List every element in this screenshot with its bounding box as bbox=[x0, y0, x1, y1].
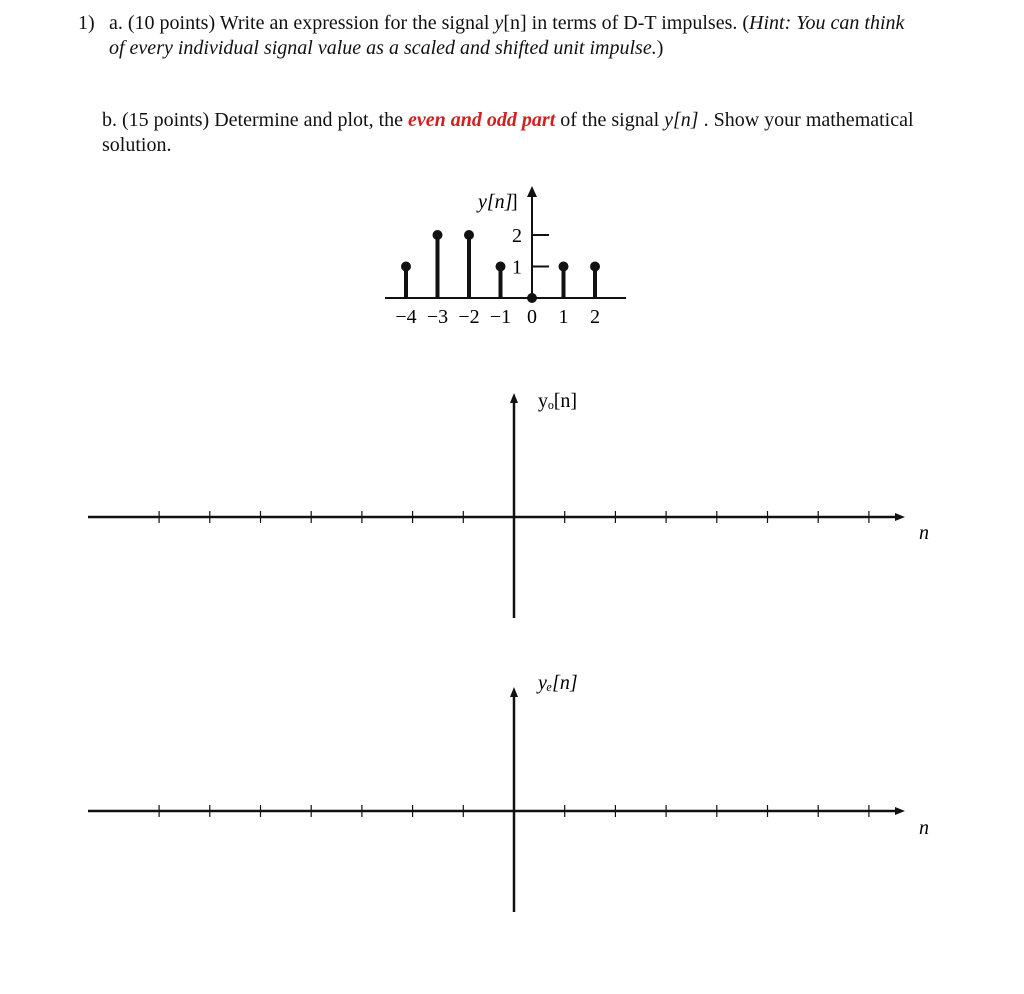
part-a-close: ) bbox=[656, 37, 664, 59]
y-plot-xtick-label: −3 bbox=[426, 306, 449, 328]
y-plot-xtick-label: −4 bbox=[395, 306, 417, 328]
y-plot-label: y[n] bbox=[478, 191, 513, 213]
even-plot-xlabel: n bbox=[919, 817, 929, 839]
y-plot-xtick-label: 1 bbox=[558, 306, 569, 328]
y-plot-label-bracket: ] bbox=[511, 191, 518, 213]
part-a-signal-arg: [n] bbox=[503, 12, 527, 34]
part-a-signal: y bbox=[494, 12, 504, 34]
y-plot-xtick-label: −2 bbox=[458, 306, 480, 328]
y-plot-ytick-label: 2 bbox=[512, 225, 522, 247]
part-b-text-before: Determine and plot, the bbox=[214, 109, 404, 131]
part-a-text-after: in terms of D-T impulses. ( bbox=[531, 12, 750, 34]
question-number: 1) bbox=[78, 12, 95, 34]
part-a-hint-line1: Hint: You can think bbox=[749, 12, 905, 34]
stem-point bbox=[464, 230, 474, 240]
part-b-signal: y[n] bbox=[664, 109, 699, 131]
y-plot-arrow-icon bbox=[527, 186, 537, 197]
part-b-label: b. bbox=[102, 109, 117, 131]
stem-point bbox=[590, 262, 600, 272]
part-a-label: a. bbox=[109, 12, 123, 34]
stem-point bbox=[401, 262, 411, 272]
stem-point bbox=[433, 230, 443, 240]
part-a-text: Write an expression for the signal bbox=[219, 12, 490, 34]
part-b-highlight: even and odd part bbox=[408, 109, 556, 131]
part-a-points: (10 points) bbox=[127, 12, 216, 34]
part-b-text-after: . Show your mathematical bbox=[703, 109, 914, 131]
y-plot-xtick-label: 2 bbox=[590, 306, 600, 328]
even-plot-ylabel: yₑ[n] bbox=[538, 672, 578, 694]
odd-plot-ylabel: yₒ[n] bbox=[538, 390, 578, 412]
even-part-plot bbox=[88, 672, 929, 912]
y-plot-ytick-label: 1 bbox=[512, 256, 522, 279]
part-b-line2: solution. bbox=[102, 134, 172, 156]
part-a-hint-line2: of every individual signal value as a scaled and shifted unit impulse. bbox=[109, 37, 657, 59]
stem-point bbox=[496, 262, 506, 272]
part-b-points: (15 points) bbox=[122, 109, 210, 131]
odd-part-plot bbox=[88, 390, 929, 618]
stem-point bbox=[559, 262, 569, 272]
y-plot-xtick-label: 0 bbox=[527, 306, 537, 328]
stem-point bbox=[527, 293, 537, 303]
signal-y-plot bbox=[385, 186, 626, 328]
part-b-text-mid: of the signal bbox=[560, 109, 660, 131]
y-plot-xtick-label: −1 bbox=[489, 306, 512, 328]
odd-plot-xlabel: n bbox=[919, 522, 929, 544]
